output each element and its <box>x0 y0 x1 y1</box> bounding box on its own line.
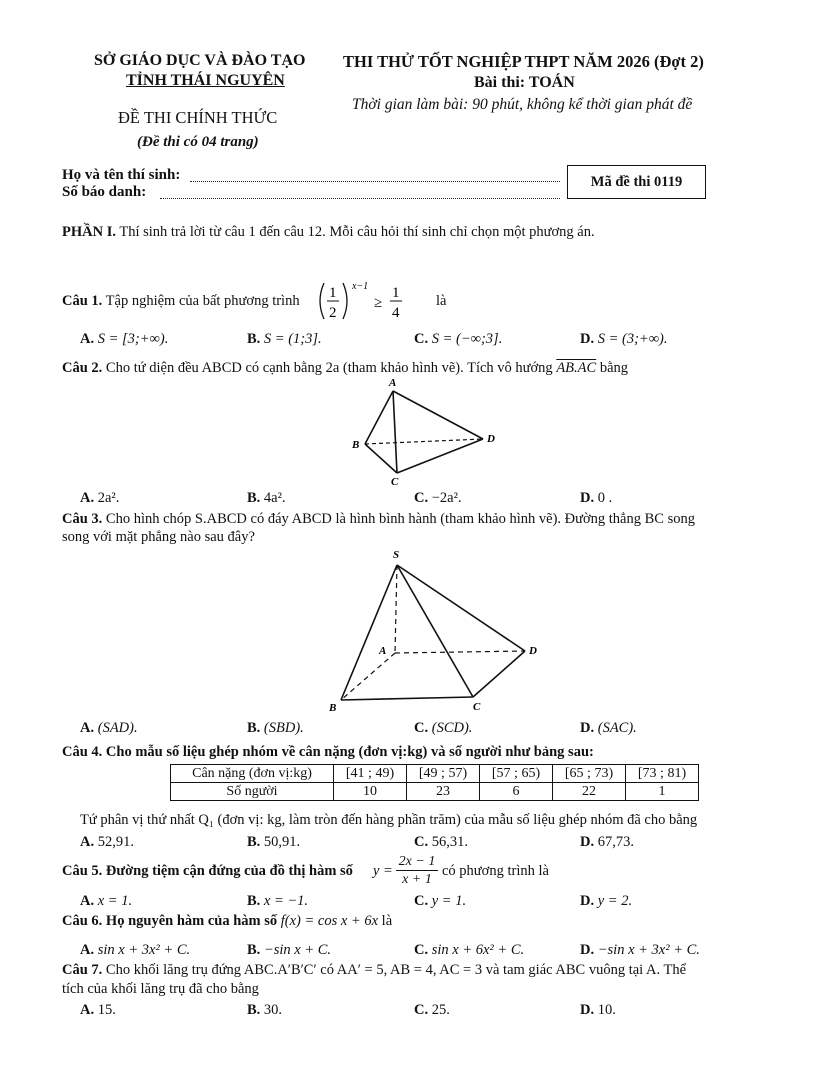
option-b[interactable] <box>247 331 322 348</box>
option-text: (SAD). <box>97 720 138 736</box>
question-4-followup: Tứ phân vị thứ nhất Q₁ (đơn vị: kg, làm tròn đến hàng phần trăm) của mẫu số liệu ghép nhóm đã cho bằng <box>80 812 698 828</box>
option-text: 56,31. <box>431 834 468 850</box>
option-c[interactable] <box>414 942 524 959</box>
table-cell: 1 <box>626 783 699 801</box>
table-cell: Cân nặng (đơn vị:kg) <box>171 765 334 783</box>
option-a[interactable] <box>80 893 132 910</box>
question-tail: là <box>381 913 393 929</box>
option-label: C. <box>414 893 429 909</box>
option-label: D. <box>580 942 595 958</box>
time-note: Thời gian làm bài: 90 phút, không kể thời gian phát đề <box>352 96 693 113</box>
question-text: Họ nguyên hàm của hàm số <box>105 913 278 929</box>
option-text: (SBD). <box>263 720 304 736</box>
frequency-table <box>170 764 699 801</box>
candidate-id-label: Số báo danh: <box>62 184 147 200</box>
option-d[interactable] <box>580 893 632 910</box>
svg-text:4: 4 <box>392 305 400 321</box>
option-text: 10. <box>597 1002 616 1018</box>
option-text: 4a². <box>263 490 286 506</box>
question-1-stem <box>62 293 300 310</box>
question-text: Cho hình chóp S.ABCD có đáy ABCD là hình bình hành (tham khảo hình vẽ). Đường thẳng BC song <box>105 511 695 527</box>
exam-title: THI THỬ TỐT NGHIỆP THPT NĂM 2026 (Đợt 2) <box>343 52 704 71</box>
question-label: Câu 3. <box>62 511 103 527</box>
table-cell: 22 <box>553 783 626 801</box>
part-instruction-text: Thí sinh trả lời từ câu 1 đến câu 12. Mỗi câu hỏi thí sinh chỉ chọn một phương án. <box>119 224 595 240</box>
tetrahedron-figure <box>345 375 510 487</box>
table-cell: [73 ; 81) <box>626 765 699 783</box>
option-text: 52,91. <box>97 834 134 850</box>
vertex-b-label: B <box>329 702 337 714</box>
option-text: 2a². <box>97 490 120 506</box>
option-b[interactable] <box>247 1002 282 1019</box>
part-instruction <box>62 224 595 241</box>
option-text: x = −1. <box>263 893 309 909</box>
option-label: D. <box>580 1002 595 1018</box>
option-text: sin x + 3x² + C. <box>97 942 191 958</box>
fraction-numerator: 2x − 1 <box>396 853 438 871</box>
option-a[interactable] <box>80 942 190 959</box>
option-text: 30. <box>263 1002 283 1018</box>
department-name: SỞ GIÁO DỤC VÀ ĐÀO TẠO <box>94 52 306 69</box>
candidate-id-line[interactable] <box>160 198 560 199</box>
table-cell: [49 ; 57) <box>407 765 480 783</box>
exam-subject: Bài thi: TOÁN <box>474 74 575 91</box>
option-d[interactable] <box>580 490 612 507</box>
question-label: Câu 7. <box>62 962 103 978</box>
option-label: D. <box>580 834 595 850</box>
table-cell: [41 ; 49) <box>334 765 407 783</box>
option-c[interactable] <box>414 1002 450 1019</box>
option-b[interactable] <box>247 834 300 851</box>
question-7-stem <box>62 962 686 979</box>
option-label: C. <box>414 942 429 958</box>
question-label: Câu 4. <box>62 744 103 760</box>
province-name: TỈNH THÁI NGUYÊN <box>126 72 285 89</box>
option-label: B. <box>247 1002 261 1018</box>
option-label: A. <box>80 893 95 909</box>
svg-text:≥: ≥ <box>374 295 383 311</box>
option-b[interactable] <box>247 490 286 507</box>
option-label: D. <box>580 893 595 909</box>
table-cell: 23 <box>407 783 480 801</box>
candidate-name-line[interactable] <box>190 181 560 182</box>
option-a[interactable] <box>80 834 134 851</box>
q1-inequality-formula <box>316 277 431 325</box>
option-label: C. <box>414 331 429 347</box>
option-a[interactable] <box>80 490 119 507</box>
option-text: 50,91. <box>263 834 301 850</box>
option-text: S = [3;+∞). <box>97 331 169 347</box>
question-label: Câu 6. <box>62 913 103 929</box>
option-text: −sin x + C. <box>263 942 332 958</box>
svg-text:1: 1 <box>392 285 400 301</box>
option-d[interactable] <box>580 1002 616 1019</box>
option-a[interactable] <box>80 331 168 348</box>
pyramid-figure <box>325 545 550 715</box>
option-label: A. <box>80 720 95 736</box>
option-text: 15. <box>97 1002 116 1018</box>
option-text: y = 2. <box>597 893 633 909</box>
option-text: 67,73. <box>597 834 634 850</box>
option-d[interactable] <box>580 331 668 348</box>
option-text: S = (−∞;3]. <box>431 331 503 347</box>
svg-text:1: 1 <box>329 285 337 301</box>
option-d[interactable] <box>580 942 700 959</box>
option-a[interactable] <box>80 1002 116 1019</box>
option-a[interactable] <box>80 720 138 737</box>
option-label: D. <box>580 331 595 347</box>
option-b[interactable] <box>247 720 304 737</box>
question-3-stem <box>62 511 695 528</box>
option-label: B. <box>247 720 261 736</box>
option-text: −sin x + 3x² + C. <box>597 942 700 958</box>
option-text: S = (1;3]. <box>263 331 322 347</box>
table-cell: [65 ; 73) <box>553 765 626 783</box>
table-cell: 10 <box>334 783 407 801</box>
option-label: B. <box>247 490 261 506</box>
table-row <box>171 783 699 801</box>
question-text: Cho tứ diện đều ABCD có cạnh bằng 2a (tham khảo hình vẽ). Tích vô hướng <box>105 360 553 376</box>
question-text: Đường tiệm cận đứng của đồ thị hàm số <box>105 863 353 879</box>
dot-product-vectors: AB.AC <box>556 360 597 376</box>
question-tail: bằng <box>599 360 628 376</box>
question-text: Cho mẫu số liệu ghép nhóm về cân nặng (đơn vị:kg) và số người như bảng sau: <box>105 744 594 760</box>
option-d[interactable] <box>580 720 637 737</box>
question-label: Câu 5. <box>62 863 103 879</box>
part-title: PHẦN I. <box>62 224 116 240</box>
function-fraction <box>396 853 438 888</box>
vertex-d-label: D <box>529 645 537 657</box>
option-text: 25. <box>431 1002 450 1018</box>
exam-code-box <box>567 165 706 199</box>
svg-text:x−1: x−1 <box>352 281 369 292</box>
option-label: A. <box>80 942 95 958</box>
vertex-s-label: S <box>393 549 400 561</box>
question-text: Cho khối lăng trụ đứng ABC.A′B′C′ có AA′ = 5, AB = 4, AC = 3 và tam giác ABC vuông tại A. Thể <box>105 962 687 978</box>
official-exam-label: ĐỀ THI CHÍNH THỨC <box>118 108 278 127</box>
option-c[interactable] <box>414 893 466 910</box>
question-4-stem <box>62 744 594 761</box>
vertex-a-label: A <box>389 377 397 389</box>
option-label: C. <box>414 720 429 736</box>
option-label: C. <box>414 1002 429 1018</box>
vertex-a-label: A <box>379 645 387 657</box>
question-label: Câu 2. <box>62 360 103 376</box>
question-6-stem <box>62 913 392 930</box>
option-label: D. <box>580 720 595 736</box>
option-text: S = (3;+∞). <box>597 331 668 347</box>
question-7-stem-line2: tích của khối lăng trụ đã cho bằng <box>62 981 259 997</box>
option-label: A. <box>80 490 95 506</box>
option-c[interactable] <box>414 331 502 348</box>
option-c[interactable] <box>414 834 468 851</box>
option-c[interactable] <box>414 720 472 737</box>
table-cell: [57 ; 65) <box>480 765 553 783</box>
option-text: x = 1. <box>97 893 133 909</box>
option-label: C. <box>414 834 429 850</box>
option-c[interactable] <box>414 490 462 507</box>
function-lhs: y = <box>373 863 393 879</box>
question-3-stem-line2: song với mặt phẳng nào sau đây? <box>62 529 255 545</box>
vertex-c-label: C <box>391 476 399 487</box>
option-label: B. <box>247 893 261 909</box>
vertex-d-label: D <box>487 433 495 445</box>
vertex-c-label: C <box>473 701 481 713</box>
question-tail: có phương trình là <box>442 863 549 879</box>
table-row <box>171 765 699 783</box>
option-label: C. <box>414 490 429 506</box>
option-text: −2a². <box>431 490 462 506</box>
option-label: B. <box>247 834 261 850</box>
option-label: A. <box>80 1002 95 1018</box>
option-text: (SAC). <box>597 720 637 736</box>
option-b[interactable] <box>247 942 331 959</box>
question-text: Tập nghiệm của bất phương trình <box>105 293 300 309</box>
candidate-name-label: Họ và tên thí sinh: <box>62 167 181 183</box>
function-formula: f(x) = cos x + 6x <box>280 913 379 929</box>
question-tail: là <box>436 293 447 309</box>
option-b[interactable] <box>247 893 308 910</box>
svg-text:2: 2 <box>329 305 337 321</box>
option-label: B. <box>247 942 261 958</box>
fraction-denominator: x + 1 <box>402 872 432 887</box>
option-label: B. <box>247 331 261 347</box>
pages-note: (Đề thi có 04 trang) <box>137 134 259 150</box>
option-label: A. <box>80 331 95 347</box>
option-text: (SCD). <box>431 720 473 736</box>
option-text: 0 . <box>597 490 613 506</box>
option-text: sin x + 6x² + C. <box>431 942 525 958</box>
table-cell: Số người <box>171 783 334 801</box>
question-label: Câu 1. <box>62 293 103 309</box>
question-5-stem <box>62 863 353 880</box>
vertex-b-label: B <box>352 439 360 451</box>
option-d[interactable] <box>580 834 634 851</box>
option-text: y = 1. <box>431 893 467 909</box>
table-cell: 6 <box>480 783 553 801</box>
option-label: D. <box>580 490 595 506</box>
exam-code: Mã đề thi 0119 <box>590 174 683 190</box>
option-label: A. <box>80 834 95 850</box>
